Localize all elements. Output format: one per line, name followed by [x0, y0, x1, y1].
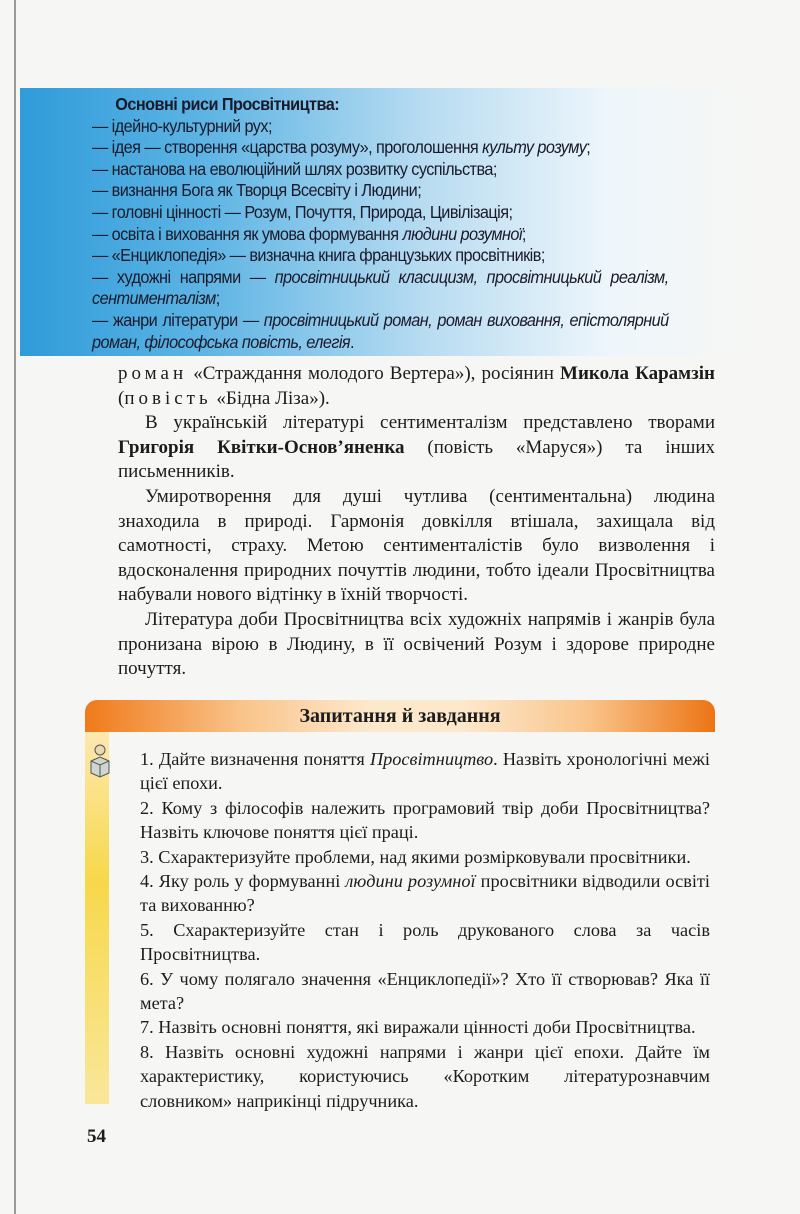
question-item: 4. Яку роль у формуванні людини розумної просвітники відводили освіті та вихованню?: [140, 871, 710, 916]
list-item: — «Енциклопедія» — визначна книга французьких просвітників;: [92, 245, 545, 266]
questions-side-strip: [85, 732, 109, 1104]
box-title: Основні риси Просвітництва:: [115, 94, 340, 114]
question-item: 3. Схарактеризуйте проблеми, над якими розмірковували просвітники.: [140, 846, 691, 867]
list-item: — визнання Бога як Творця Всесвіту і Людини;: [92, 180, 422, 201]
question-item: 5. Схарактеризуйте стан і роль друкованого слова за часів Просвітництва.: [140, 919, 710, 965]
questions-list: [140, 747, 710, 1113]
list-item: — ідейно-культурний рух;: [92, 115, 272, 136]
question-item: 6. У чому полягало значення «Енциклопедії»? Хто її створював? Яка її мета?: [140, 968, 710, 1014]
list-item: — художні напрями — просвітницький класицизм, просвітницький реалізм, сентименталізм;: [92, 266, 669, 309]
question-item: 2. Кому з філософів належить програмовий твір доби Просвітництва? Назвіть ключове поняття цієї праці.: [140, 797, 710, 843]
page-edge: [14, 0, 16, 1214]
list-item: — жанри літератури — просвітницький роман, роман виховання, епістолярний роман, філософська повість, елегія.: [92, 309, 669, 352]
paragraph: В українській літературі сентименталізм представлено творами Григорія Квітки-Основ’яненка (повість «Маруся») та інших письменників.: [118, 412, 715, 483]
paragraph: Умиротворення для душі чутлива (сентиментальна) людина знаходила в природі. Гармонія довкілля втішала, захищала від самотності, страху. Метою сентименталістів було визволення і вдосконалення природних почуттів людини, тобто ідеали Просвітництва набували нового відтінку в їхній творчості.: [118, 485, 715, 606]
paragraph: роман «Страждання молодого Вертера»), росіянин Микола Карамзін (повість «Бідна Ліза»).: [118, 363, 715, 409]
question-item: 8. Назвіть основні художні напрями і жанри цієї епохи. Дайте їм характеристику, користуючись «Коротким літературознавчим словником» наприкінці підручника.: [140, 1041, 710, 1111]
thinking-person-icon: [87, 743, 113, 779]
page-number: 54: [87, 1126, 106, 1147]
list-item: — головні цінності — Розум, Почуття, Природа, Цивілізація;: [92, 201, 513, 222]
paragraph: Література доби Просвітництва всіх художніх напрямів і жанрів була пронизана вірою в Людину, в її освічений Розум і здорове природне почуття.: [118, 608, 715, 680]
questions-header: Запитання й завдання: [85, 700, 715, 732]
list-item: — настанова на еволюційний шлях розвитку суспільства;: [92, 158, 497, 179]
list-item: — ідея — створення «царства розуму», проголошення культу розуму;: [92, 137, 591, 158]
question-item: 1. Дайте визначення поняття Просвітництво. Назвіть хронологічні межі цієї епохи.: [140, 749, 710, 794]
key-features-box: [20, 88, 758, 356]
body-text: [118, 362, 715, 682]
list-item: — освіта і виховання як умова формування людини розумної;: [92, 223, 526, 244]
question-item: 7. Назвіть основні поняття, які виражали цінності доби Просвітництва.: [140, 1017, 696, 1038]
